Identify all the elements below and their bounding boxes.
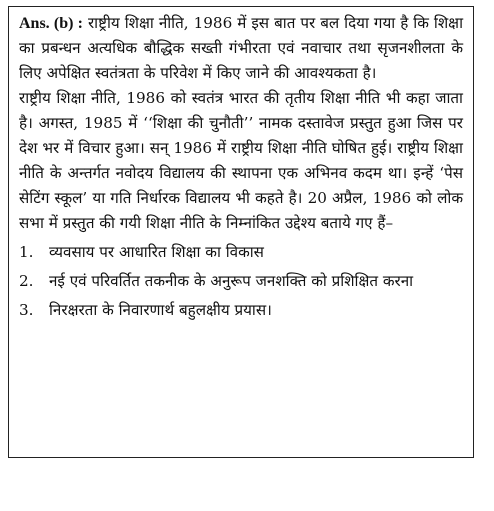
answer-intro-text: राष्ट्रीय शिक्षा नीति, 1986 में इस बात पर बल दिया गया है कि शिक्षा का प्रबन्धन अत्यधिक बौद्धिक सख्ती गंभीरता एवं नवाचार तथा सृजनशीलता के लिए अपेक्षित स्वतंत्रता के परिवेश में किए जाने की आवश्यकता है। [19,14,464,82]
answer-body-paragraph: राष्ट्रीय शिक्षा नीति, 1986 को स्वतंत्र भारत की तृतीय शिक्षा नीति भी कहा जाता है। अगस्त, 1985 में ‘‘शिक्षा की चुनौती’’ नामक दस्तावेज प्रस्तुत हुआ जिस पर देश भर में विचार हुआ। सन् 1986 में राष्ट्रीय शिक्षा नीति घोषित हुई। राष्ट्रीय शिक्षा नीति के अन्तर्गत नवोदय विद्यालय की स्थापना एक अभिनव कदम था। इन्हें ‘पेस सेटिंग स्कूल’ या गति निर्धारक विद्यालय भी कहते है। 20 अप्रैल, 1986 को लोक सभा में प्रस्तुत की गयी शिक्षा नीति के निम्नांकित उद्देश्य बताये गए हैं– [19,89,463,232]
list-item-text: नई एवं परिवर्तित तकनीक के अनुरूप जनशक्ति को प्रशिक्षित करना [49,272,414,290]
answer-label: Ans. (b) : [19,15,83,32]
list-item [19,269,463,294]
list-item-number: 1. [19,243,34,261]
list-item [19,298,463,323]
list-item-text: निरक्षरता के निवारणार्थ बहुलक्षीय प्रयास। [49,301,272,319]
answer-intro-paragraph [19,11,463,86]
list-item-text: व्यवसाय पर आधारित शिक्षा का विकास [49,243,264,261]
list-item-number: 2. [19,272,34,290]
answer-box [8,6,474,458]
list-item [19,240,463,265]
objectives-list [19,240,463,323]
list-item-number: 3. [19,301,34,319]
